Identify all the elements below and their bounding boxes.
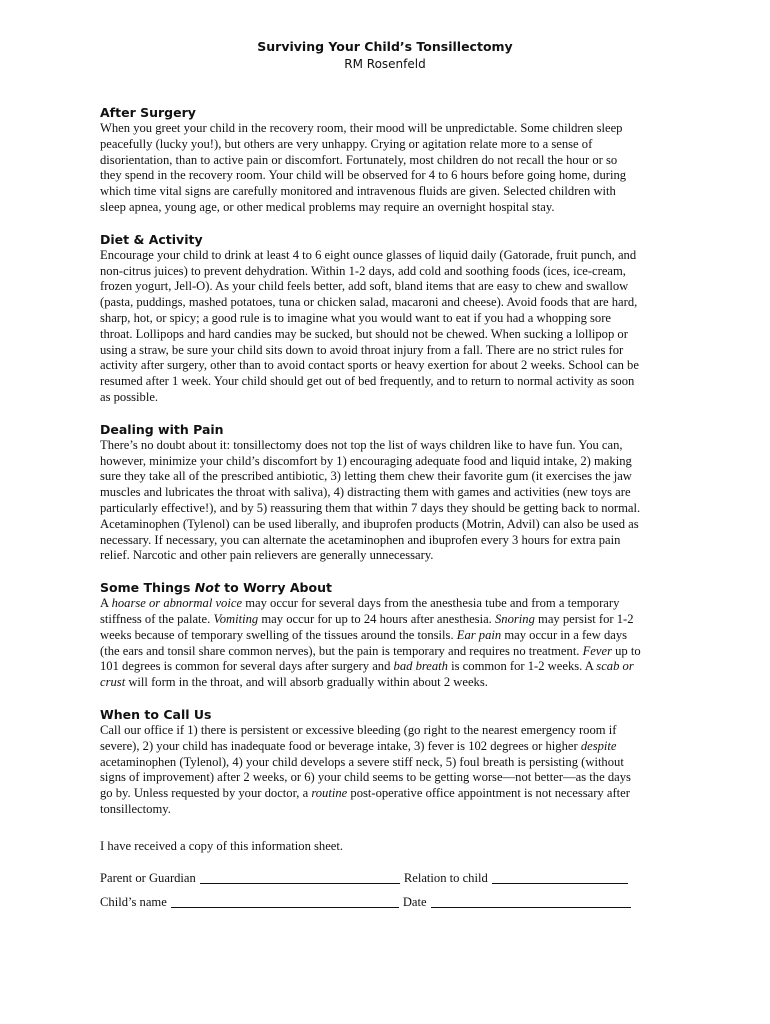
document-header (0, 38, 770, 73)
section-not-to-worry (100, 579, 672, 691)
text-line: peacefully (lucky you!), but others are very unhappy. Crying or agitation relate more to a sense of (100, 136, 593, 151)
section-text-when-to-call (100, 723, 672, 818)
document-title: Surviving Your Child’s Tonsillectomy (257, 39, 513, 54)
document-body (100, 104, 672, 910)
section-text-not-to-worry (100, 596, 672, 691)
section-heading-pain: Dealing with Pain (100, 421, 224, 437)
text-line: muscles and lubricates the throat with saliva), 4) distracting them with games and activities (new toys are (100, 485, 631, 500)
text-line: 101 degrees is common for several days after surgery and bad breath is common for 1-2 weeks. A scab or (100, 659, 634, 674)
child-name-field[interactable] (171, 895, 399, 908)
text-line: go by. Unless requested by your doctor, a routine post-operative office appointment is not necessary after (100, 786, 630, 801)
text-line: stiffness of the palate. Vomiting may occur for up to 24 hours after anesthesia. Snoring may persist for 1-2 (100, 611, 634, 626)
text-line: weeks because of temporary swelling of the tissues around the tonsils. Ear pain may occur in a few days (100, 627, 628, 642)
text-line: sure they take all of the prescribed antibiotic, 3) letting them chew their favorite gum (it exercises the jaw (100, 469, 632, 484)
section-heading-diet-activity: Diet & Activity (100, 231, 203, 247)
text-line: resumed after 1 week. Your child should get out of bed frequently, and to return to normal activity as soon (100, 374, 635, 389)
text-line: Call our office if 1) there is persistent or excessive bleeding (go right to the nearest emergency room if (100, 722, 617, 737)
signature-row-child (100, 894, 672, 910)
acknowledgement-text: I have received a copy of this information sheet. (100, 838, 344, 853)
text-line: sharp, hot, or spicy; a good rule is to imagine what you would want to eat if you had a whopping sore (100, 310, 611, 325)
section-after-surgery (100, 104, 672, 216)
section-text-after-surgery (100, 121, 672, 216)
section-text-diet-activity (100, 248, 672, 406)
text-line: crust will form in the throat, and will absorb gradually within about 2 weeks. (100, 675, 488, 690)
relation-label: Relation to child (403, 870, 488, 885)
text-line: When you greet your child in the recovery room, their mood will be unpredictable. Some children sleep (100, 121, 623, 135)
signature-row-parent (100, 870, 672, 886)
text-line: Acetaminophen (Tylenol) can be used liberally, and ibuprofen products (Motrin, Advil) can also be used as (100, 516, 639, 531)
text-line: throat. Lollipops and hard candies may be sucked, but should not be chewed. When sucking a lollipop or (100, 326, 628, 341)
section-diet-activity (100, 231, 672, 406)
text-line: as possible. (100, 389, 159, 404)
section-dealing-with-pain (100, 421, 672, 564)
text-line: activity after surgery, other than to avoid contact sports or heavy exertion for about 2 weeks. School can be (100, 358, 639, 373)
child-name-label: Child’s name (100, 894, 167, 909)
text-line: non-citrus juices) to prevent dehydration. Within 1-2 days, add cold and soothing foods (ices, ice-cream, (100, 263, 626, 278)
text-line: (pasta, puddings, mashed potatoes, tuna or chicken salad, macaroni and cheese). Avoid foods that are hard, (100, 295, 638, 310)
text-line: A hoarse or abnormal voice may occur for several days from the anesthesia tube and from a temporary (100, 596, 620, 611)
text-line: signs of improvement) after 2 weeks, or 6) your child seems to be getting worse—not better—as the days (100, 770, 631, 785)
text-line: however, minimize your child’s discomfort by 1) encouraging adequate food and liquid intake, 2) making (100, 453, 632, 468)
text-line: disorientation, than to active pain or discomfort. Fortunately, most children do not recall the hour or so (100, 152, 618, 167)
text-line: Encourage your child to drink at least 4 to 6 eight ounce glasses of liquid daily (Gatorade, fruit punch, and (100, 247, 637, 262)
text-line: tonsillectomy. (100, 801, 171, 816)
document-author: RM Rosenfeld (344, 57, 426, 71)
text-line: particularly effective!), and by 5) reassuring them that within 7 days they should be getting back to normal. (100, 500, 641, 515)
text-line: severe), 2) your child has inadequate food or beverage intake, 3) fever is 102 degrees or higher despite (100, 738, 617, 753)
text-line: they spend in the recovery room. Your child will be observed for 4 to 6 hours before going home, during (100, 168, 627, 183)
section-heading-when-to-call: When to Call Us (100, 706, 212, 722)
text-line: necessary. If necessary, you can alternate the acetaminophen and ibuprofen every 3 hours for extra pain (100, 532, 621, 547)
text-line: which time vital signs are carefully monitored and intravenous fluids are given. Selected children with (100, 184, 616, 199)
text-line: acetaminophen (Tylenol), 4) your child develops a severe stiff neck, 5) foul breath is persisting (without (100, 754, 624, 769)
text-line: sleep apnea, young age, or other medical problems may require an overnight hospital stay. (100, 199, 555, 214)
relation-field[interactable] (492, 871, 628, 884)
parent-guardian-field[interactable] (200, 871, 400, 884)
text-line: (the ears and tonsil share common nerves), but the pain is temporary and requires no treatment. Fever up to (100, 643, 641, 658)
date-label: Date (402, 894, 427, 909)
section-heading-after-surgery: After Surgery (100, 105, 196, 120)
section-text-pain (100, 438, 672, 564)
text-line: frozen yogurt, Jell-O). As your child feels better, add soft, bland items that are easy to chew and swallow (100, 279, 629, 294)
section-when-to-call (100, 706, 672, 818)
text-line: using a straw, be sure your child sits down to avoid throat injury from a fall. There are no strict rules for (100, 342, 624, 357)
text-line: relief. Narcotic and other pain relievers are generally unnecessary. (100, 548, 434, 563)
parent-guardian-label: Parent or Guardian (100, 870, 196, 885)
text-line: There’s no doubt about it: tonsillectomy does not top the list of ways children like to have fun. You can, (100, 437, 623, 452)
date-field[interactable] (431, 895, 631, 908)
section-heading-not-to-worry: Some Things Not to Worry About (100, 580, 332, 596)
